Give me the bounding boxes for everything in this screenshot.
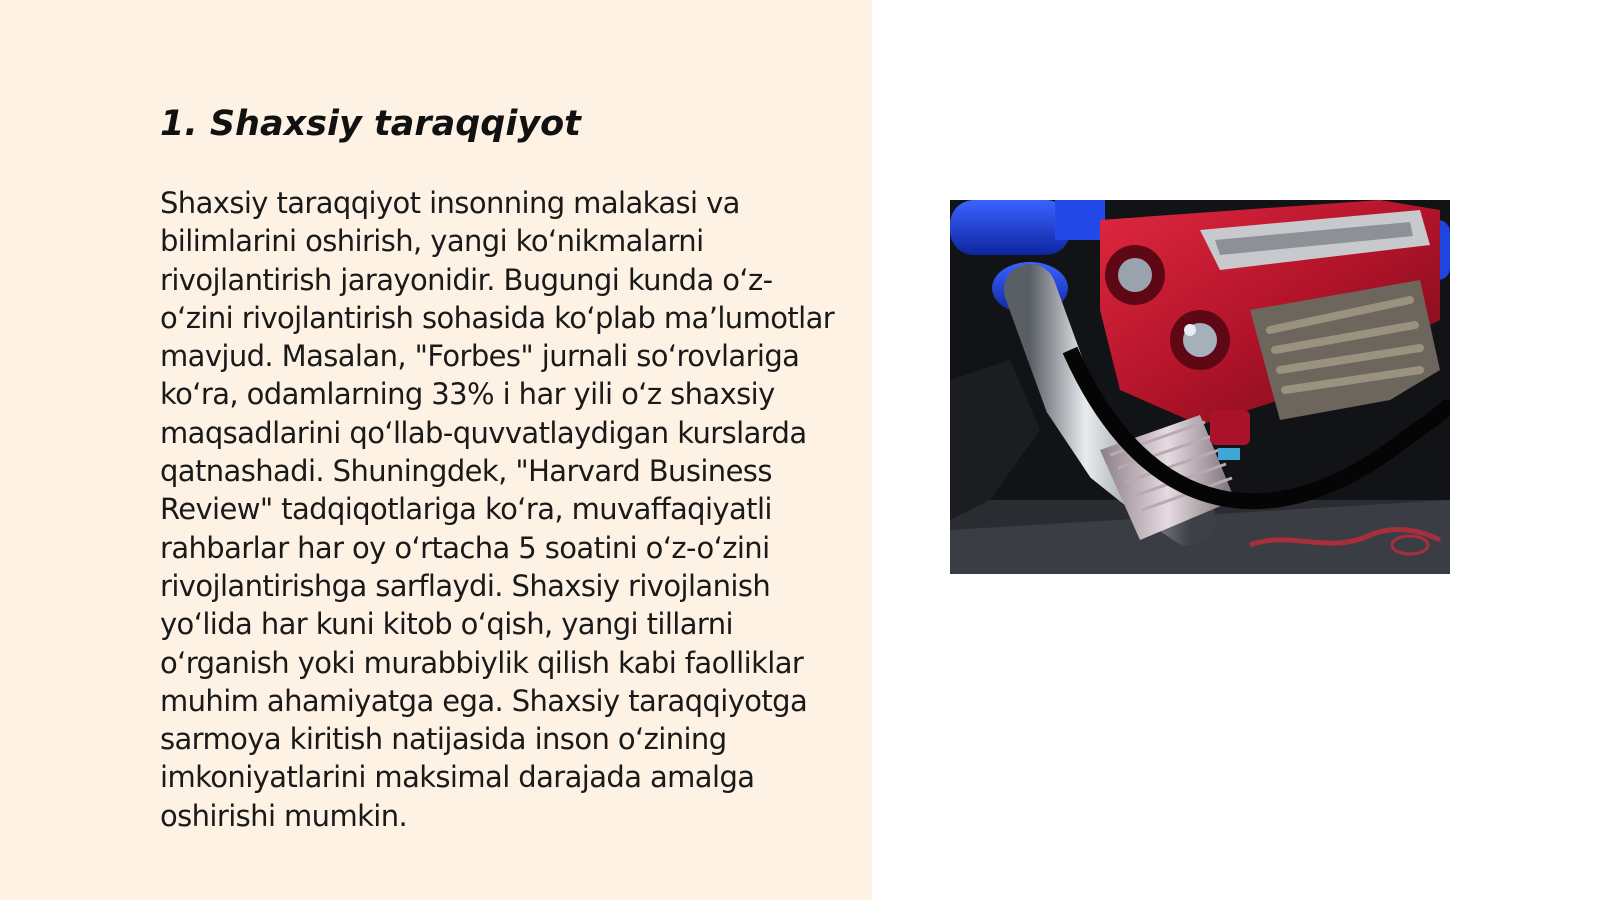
car-engine-photo xyxy=(950,200,1450,574)
slide-heading: 1. Shaxsiy taraqqiyot xyxy=(160,104,581,144)
slide-body-text: Shaxsiy taraqqiyot insonning malakasi va bilimlarini oshirish, yangi koʻnikmalarni rivojlantirish jarayonidir. Bugungi kunda oʻz-oʻzini rivojlantirish sohasida koʻplab maʼlumotlar mavjud. Masalan, "Forbes" jurnali soʻrovlariga koʻra, odamlarning 33% i har yili oʻz shaxsiy maqsadlarini qoʻllab-quvvatlaydigan kurslarda qatnashadi. Shuningdek, "Harvard Business Review" tadqiqotlariga koʻra, muvaffaqiyatli rahbarlar har oy oʻrtacha 5 soatini oʻz-oʻzini rivojlantirishga sarflaydi. Shaxsiy rivojlanish yoʻlida har kuni kitob oʻqish, yangi tillarni oʻrganish yoki murabbiylik qilish kabi faolliklar muhim ahamiyatga ega. Shaxsiy taraqqiyotga sarmoya kiritish natijasida inson oʻzining imkoniyatlarini maksimal darajada amalga oshirishi mumkin. xyxy=(160,186,835,833)
